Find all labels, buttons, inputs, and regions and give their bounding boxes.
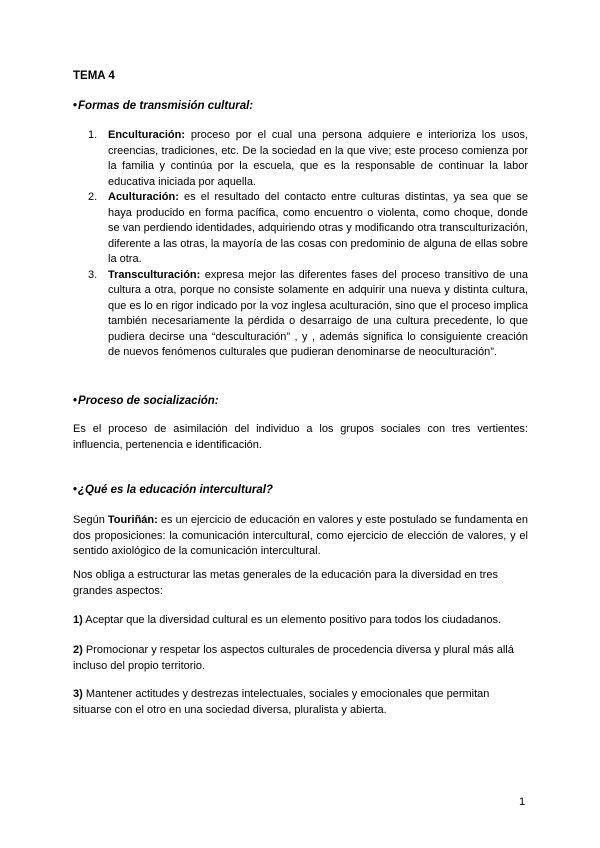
list-text: proceso por el cual una persona adquiere e interioriza los usos, creencias, tradiciones, etc. De la sociedad en la que vive; este proceso comienza por la familia y continúa por la escuela, que es la responsable de continuar la labor educativa iniciada por aquella.	[108, 129, 528, 188]
section-heading-transmision	[73, 100, 253, 112]
page-title: TEMA 4	[73, 70, 115, 82]
list-item	[88, 268, 528, 361]
section-heading-socializacion	[73, 395, 219, 407]
bullet-icon: •	[73, 395, 78, 407]
section-heading-text: ¿Qué es la educación intercultural?	[78, 484, 273, 496]
point-number: 1)	[73, 614, 83, 626]
point-number: 2)	[73, 644, 83, 656]
list-content	[108, 128, 528, 190]
list-item	[88, 190, 528, 268]
section-heading-text: Formas de transmisión cultural:	[78, 100, 254, 112]
list-content	[108, 268, 528, 361]
bullet-icon: •	[73, 484, 78, 496]
intercultural-intro-paragraph	[73, 513, 528, 560]
list-term: Aculturación:	[108, 191, 179, 203]
point-number: 3)	[73, 688, 83, 700]
list-number: 1.	[88, 129, 98, 141]
point-1	[73, 613, 528, 629]
section-heading-intercultural	[73, 484, 273, 496]
intro-text: es un ejercicio de educación en valores y este postulado se fundamenta en dos proposiciones: la comunicación intercultural, como ejercicio de elección de valores, y el sentido axiológico de la comunicación intercultural.	[73, 514, 528, 557]
list-term: Enculturación:	[108, 129, 186, 141]
list-item	[88, 128, 528, 190]
socializacion-paragraph: Es el proceso de asimilación del individuo a los grupos sociales con tres vertientes: influencia, pertenencia e identificación.	[73, 423, 528, 451]
bullet-icon: •	[73, 100, 78, 112]
list-number: 3.	[88, 268, 98, 281]
list-text: es el resultado del contacto entre culturas distintas, ya sea que se haya producido en forma pacífica, como encuentro o violenta, como choque, donde se van perdiendo identidades, adquiriendo otras y modificando otra transculturización, diferente a las otras, la mayoría de las cosas con predominio de alguna de ellas sobre la otra.	[108, 191, 528, 265]
point-text: Aceptar que la diversidad cultural es un elemento positivo para todos los ciudadanos.	[82, 614, 502, 626]
obliga-paragraph: Nos obliga a estructurar las metas generales de la educación para la diversidad en tres grandes aspectos:	[73, 569, 498, 597]
list-text: expresa mejor las diferentes fases del proceso transitivo de una cultura a otra, porque no consiste solamente en adquirir una nueva y distinta cultura, que es lo en rigor indicado por la voz inglesa aculturación, sino que el proceso implica también necesariamente la pérdida o desarraigo de una cultura precedente, lo que pudiera decirse una “desculturación” , y , además significa lo consiguiente creación de nuevos fenómenos culturales que pudieran denominarse de neoculturación”.	[108, 268, 528, 358]
point-2	[73, 643, 528, 674]
list-number: 2.	[88, 191, 98, 203]
point-text: Promocionar y respetar los aspectos culturales de procedencia diversa y plural más allá incluso del propio territorio.	[73, 644, 514, 672]
list-content	[108, 190, 528, 268]
intro-prefix: Según	[73, 514, 108, 526]
intro-author: Touriñán:	[107, 514, 158, 526]
list-term: Transculturación:	[108, 268, 201, 281]
page-number: 1	[519, 796, 526, 808]
transmision-list	[88, 128, 528, 361]
point-3	[73, 687, 528, 718]
section-heading-text: Proceso de socialización:	[78, 395, 219, 407]
point-text: Mantener actitudes y destrezas intelectuales, sociales y emocionales que permitan situarse con el otro en una sociedad diversa, pluralista y abierta.	[73, 688, 490, 716]
